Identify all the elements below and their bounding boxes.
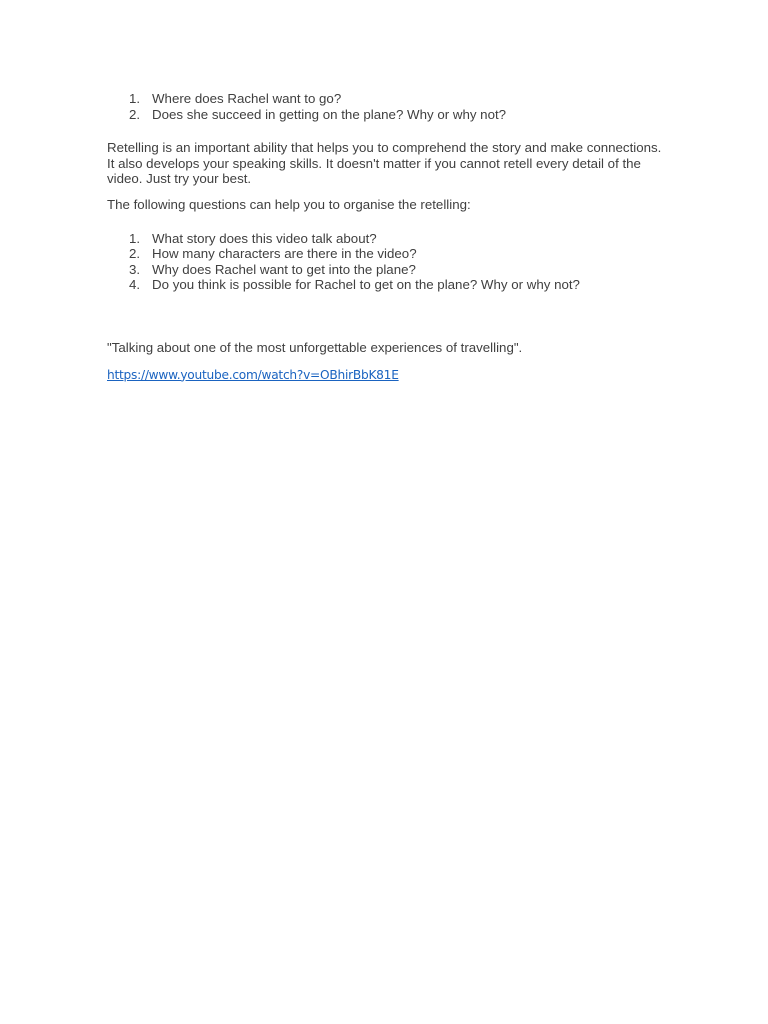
list-item-text: Does she succeed in getting on the plane? Why or why not? [152,106,507,122]
list-item [107,107,667,123]
list-item-text: How many characters are there in the video? [152,246,417,262]
document-content [107,91,667,383]
quote-text: "Talking about one of the most unforgettable experiences of travelling". [107,339,523,355]
list-item-text: What story does this video talk about? [152,230,377,246]
list-item [107,246,667,262]
retelling-questions-list [107,231,667,293]
list-item [107,277,667,293]
retelling-paragraph: Retelling is an important ability that helps you to comprehend the story and make connections. It also develops your speaking skills. It doesn't matter if you cannot retell every detail of the video. Just try your best. [107,140,662,187]
list-item [107,262,667,278]
list-item-text: Why does Rachel want to get into the plane? [152,261,416,277]
list-item-number: 3. [129,261,141,277]
list-item-text: Do you think is possible for Rachel to get on the plane? Why or why not? [152,277,580,293]
list-item [107,91,667,107]
list-item-number: 4. [129,277,141,293]
list-item-number: 1. [129,91,141,106]
list-item [107,231,667,247]
list-item-number: 2. [129,246,141,262]
list-item-number: 2. [129,106,141,122]
list-item-number: 1. [129,230,141,246]
intro-questions-list [107,91,667,122]
following-questions-paragraph: The following questions can help you to organise the retelling: [107,196,471,212]
list-item-text: Where does Rachel want to go? [152,91,342,106]
youtube-link[interactable]: https://www.youtube.com/watch?v=OBhirBbK81E [107,367,399,382]
